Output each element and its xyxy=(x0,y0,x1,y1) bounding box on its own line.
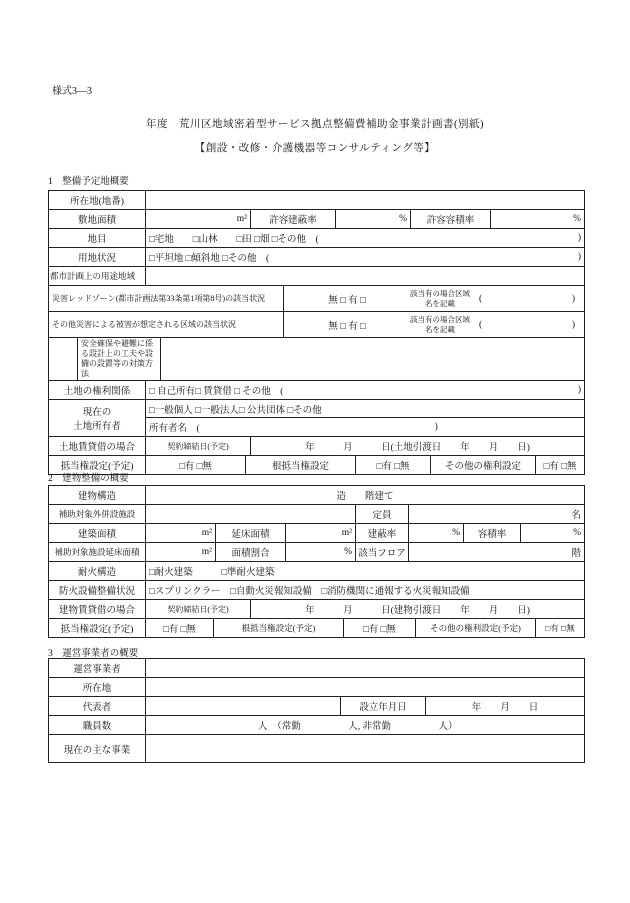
annex-facility-value xyxy=(146,505,356,523)
red-zone-label: 災害レッドゾーン(都市計画法第33条第1項第8号)の該当状況 xyxy=(49,286,284,311)
operator-address-row xyxy=(49,678,584,697)
land-lease-contract-date-label: 契約締結日(予定) xyxy=(146,437,251,455)
operator-address-value xyxy=(146,678,584,696)
total-floor-area-label: 延床面積 xyxy=(216,524,286,542)
other-rights-checkboxes: □有 □無 xyxy=(543,462,577,472)
zoning-label: 都市計画上の用途地域 xyxy=(49,267,146,285)
red-zone-value xyxy=(284,286,584,311)
far-value: % xyxy=(573,528,581,538)
other-disaster-choice: 無 □ 有 □ xyxy=(328,321,366,332)
section-1-heading: 1 整備予定地概要 xyxy=(48,177,129,187)
building-structure-value: 造 階建て xyxy=(336,492,394,502)
site-area-value: m² xyxy=(146,210,251,228)
land-category-checkboxes: □宅地 □山林 □田 □畑 □その他 ( xyxy=(149,235,319,245)
capacity-value: 名 xyxy=(571,511,581,521)
mortgage-checkboxes: □有 □無 xyxy=(146,456,246,474)
owner-type-checkboxes: □一般個人 □一般法人□ 公共団体 □その他 xyxy=(146,400,584,418)
land-mortgage-row xyxy=(49,456,584,474)
coverage-ratio-value: % xyxy=(336,210,411,228)
coverage-ratio-label: 許容建蔽率 xyxy=(251,210,336,228)
owner-name-paren-open: 所有者名 ( xyxy=(149,424,200,434)
other-disaster-note: 該当有の場合区域名を記載 xyxy=(410,314,470,334)
building-area-label: 建築面積 xyxy=(49,524,146,542)
land-lease-label: 土地賃貸借の場合 xyxy=(49,437,146,455)
building-mortgage-label: 抵当権設定(予定) xyxy=(49,619,146,637)
other-disaster-paren xyxy=(473,320,581,330)
subsidized-floor-area-row xyxy=(49,543,584,562)
building-other-rights-label: その他の権利設定(予定) xyxy=(416,619,536,637)
operator-value xyxy=(146,659,584,677)
annex-facility-row xyxy=(49,505,584,524)
current-owner-label-line2: 土地所有者 xyxy=(73,422,121,432)
safety-measures-row xyxy=(49,338,584,381)
operator-label: 運営事業者 xyxy=(49,659,146,677)
land-rights-paren-close: ) xyxy=(577,385,581,395)
red-zone-paren-open: ( xyxy=(479,293,483,304)
subsidized-floor-area-label: 補助対象施設延床面積 xyxy=(49,543,146,561)
establishment-date-label: 設立年月日 xyxy=(341,697,426,715)
land-rights-checkboxes: □ 自己所有□ 賃貸借 □ その他 ( xyxy=(149,387,284,397)
building-lease-contract-date-label: 契約締結日(予定) xyxy=(146,600,251,618)
site-condition-checkboxes: □平坦地 □傾斜地 □その他 ( xyxy=(149,254,270,264)
capacity-label: 定員 xyxy=(356,505,409,523)
land-rights-label: 土地の権利関係 xyxy=(49,381,146,399)
area-ratio-value: % xyxy=(286,543,356,561)
red-zone-note: 該当有の場合区域名を記載 xyxy=(410,288,470,308)
section-3-heading: 3 運営事業者の概要 xyxy=(48,649,139,659)
other-disaster-label: その他災害による被害が想定される区域の該当状況 xyxy=(49,312,284,337)
other-rights-label: その他の権利設定 xyxy=(431,456,536,474)
staff-count-label: 職員数 xyxy=(49,716,146,734)
building-lease-date-value: 年 月 日(建物引渡日 年 月 日) xyxy=(305,606,530,616)
safety-measures-value xyxy=(161,338,584,380)
current-owner-row xyxy=(49,400,584,437)
other-disaster-paren-close: ) xyxy=(571,319,575,330)
fire-equipment-checkboxes: □スプリンクラー □自動火災報知設備 □消防機関に通報する火災報知設備 xyxy=(149,587,470,597)
safety-measures-label: 安全確保や避難に係る設計上の工夫や設備の設置等の対策方法 xyxy=(78,338,161,380)
revolving-mortgage-label: 根抵当権設定 xyxy=(246,456,356,474)
page-title: 年度 荒川区地域密着型サービス拠点整備費補助金事業計画書(別紙) xyxy=(146,119,484,130)
operator-address-label: 所在地 xyxy=(49,678,146,696)
site-area-label: 敷地面積 xyxy=(49,210,146,228)
zoning-value xyxy=(146,267,584,285)
red-zone-paren-close: ) xyxy=(571,293,575,304)
building-area-row xyxy=(49,524,584,543)
red-zone-row xyxy=(49,286,584,312)
building-structure-label: 建物構造 xyxy=(49,486,146,504)
safety-indent-cell xyxy=(49,338,78,380)
representative-label: 代表者 xyxy=(49,697,146,715)
building-revolving-mortgage-checkboxes: □有 □無 xyxy=(344,619,416,637)
establishment-date-value: 年 月 日 xyxy=(471,703,539,713)
building-other-rights-checkboxes: □有 □無 xyxy=(545,623,575,633)
building-lease-row xyxy=(49,600,584,619)
area-ratio-label: 面積割合 xyxy=(216,543,286,561)
main-business-label: 現在の主な事業 xyxy=(49,735,146,762)
land-lease-date-value: 年 月 日(土地引渡日 年 月 日) xyxy=(305,443,530,453)
location-value xyxy=(146,191,584,209)
revolving-mortgage-checkboxes: □有 □無 xyxy=(356,456,431,474)
land-category-label: 地目 xyxy=(49,229,146,247)
red-zone-paren xyxy=(473,294,581,304)
current-owner-values xyxy=(146,400,584,436)
fireproof-structure-row xyxy=(49,562,584,581)
other-disaster-paren-open: ( xyxy=(479,319,483,330)
site-condition-row xyxy=(49,248,584,267)
site-condition-label: 用地状況 xyxy=(49,248,146,266)
building-revolving-mortgage-label: 根抵当権設定(予定) xyxy=(214,619,344,637)
fireproof-structure-checkboxes: □耐火建築 □準耐火建築 xyxy=(149,568,275,578)
annex-facility-label: 補助対象外併設施設 xyxy=(49,505,146,523)
mortgage-label: 抵当権設定(予定) xyxy=(49,456,146,474)
zoning-row xyxy=(49,267,584,286)
bcr-value: % xyxy=(409,524,464,542)
page-subtitle: 【創設・改修・介護機器等コンサルティング等】 xyxy=(194,143,436,154)
land-rights-options xyxy=(146,381,584,399)
representative-value xyxy=(146,697,341,715)
land-category-paren-close: ) xyxy=(577,233,581,243)
land-category-row xyxy=(49,229,584,248)
bcr-label: 建蔽率 xyxy=(356,524,409,542)
representative-row xyxy=(49,697,584,716)
operator-overview-table xyxy=(48,658,585,763)
site-overview-table xyxy=(48,190,585,475)
land-lease-row xyxy=(49,437,584,456)
owner-name-line xyxy=(146,418,584,436)
current-owner-label xyxy=(49,400,146,436)
floor-area-ratio-value: % xyxy=(573,214,581,224)
land-category-options xyxy=(146,229,584,247)
main-business-value xyxy=(146,735,584,762)
applicable-floor-label: 該当フロア xyxy=(356,543,409,561)
building-mortgage-row xyxy=(49,619,584,637)
subsidized-floor-area-value: m² xyxy=(146,543,216,561)
owner-name-paren-close: ) xyxy=(434,422,438,432)
staff-count-row xyxy=(49,716,584,735)
total-floor-area-value: m² xyxy=(286,524,356,542)
form-code: 様式3―3 xyxy=(52,86,92,97)
floor-area-ratio-label: 許容容積率 xyxy=(411,210,491,228)
building-lease-label: 建物賃貸借の場合 xyxy=(49,600,146,618)
land-rights-row xyxy=(49,381,584,400)
building-structure-row xyxy=(49,486,584,505)
site-condition-options xyxy=(146,248,584,266)
fireproof-structure-label: 耐火構造 xyxy=(49,562,146,580)
site-condition-paren-close: ) xyxy=(577,252,581,262)
operator-row xyxy=(49,659,584,678)
location-label: 所在地(地番) xyxy=(49,191,146,209)
current-owner-label-line1: 現在の xyxy=(82,408,112,418)
main-business-row xyxy=(49,735,584,762)
building-area-value: m² xyxy=(146,524,216,542)
fire-equipment-row xyxy=(49,581,584,600)
building-mortgage-checkboxes: □有 □無 xyxy=(146,619,214,637)
building-overview-table xyxy=(48,485,585,638)
section-2-heading: 2 建物整備の概要 xyxy=(48,474,129,484)
far-label: 容積率 xyxy=(464,524,521,542)
other-disaster-row xyxy=(49,312,584,338)
site-area-row xyxy=(49,210,584,229)
location-row xyxy=(49,191,584,210)
red-zone-choice: 無 □ 有 □ xyxy=(328,295,366,306)
applicable-floor-value: 階 xyxy=(571,549,581,559)
other-disaster-value xyxy=(284,312,584,337)
fire-equipment-label: 防火設備整備状況 xyxy=(49,581,146,599)
staff-count-value: 人 （常勤 人, 非常勤 人） xyxy=(258,722,458,732)
